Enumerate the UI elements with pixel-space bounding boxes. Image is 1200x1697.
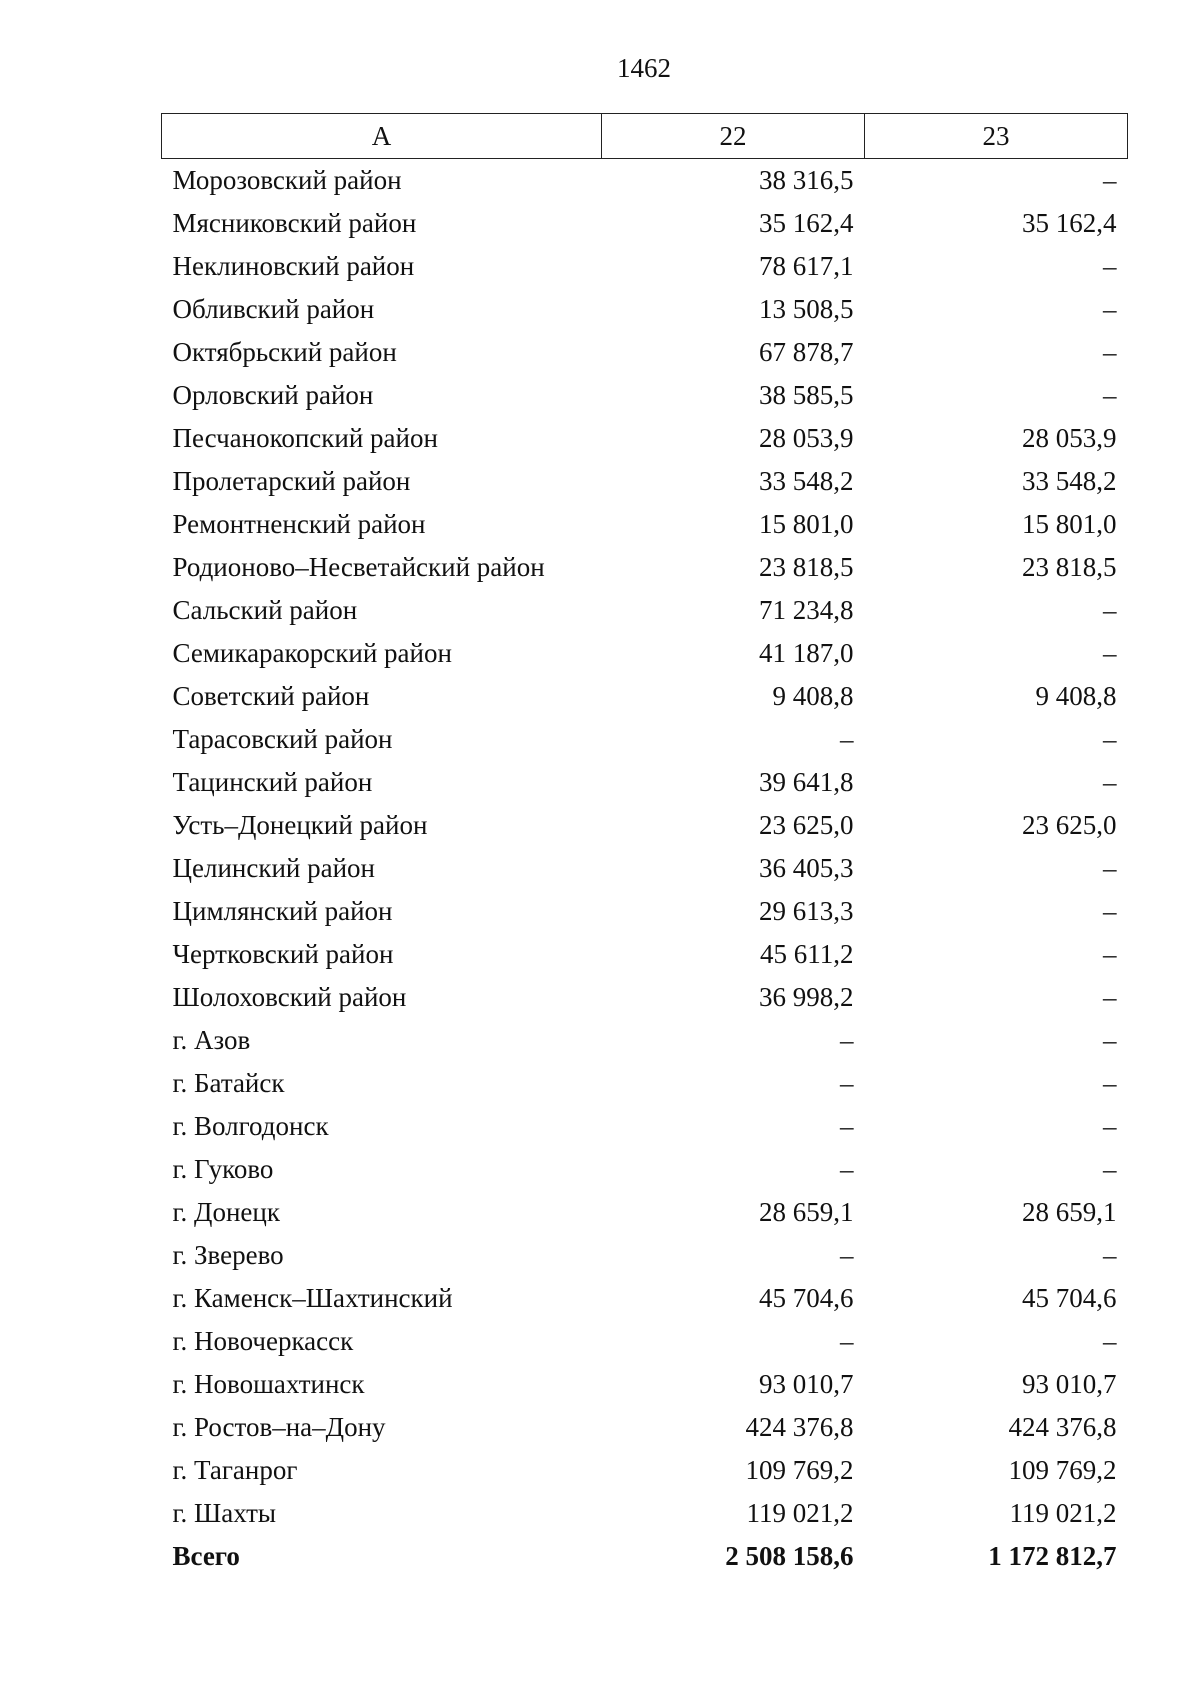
table-row bbox=[162, 761, 1128, 804]
total-value-col-22-cell: 2 508 158,6 bbox=[725, 1541, 854, 1571]
value-col-23-cell: – bbox=[1103, 165, 1117, 195]
table-row bbox=[162, 847, 1128, 890]
row-name-cell: г. Батайск bbox=[172, 1068, 285, 1098]
value-col-23-cell: – bbox=[1103, 896, 1117, 926]
table-row bbox=[162, 1148, 1128, 1191]
table-row bbox=[162, 1492, 1128, 1535]
value-col-23-cell: – bbox=[1103, 724, 1117, 754]
header-col-23: 23 bbox=[865, 114, 1128, 159]
value-col-22-cell: 23 625,0 bbox=[759, 810, 854, 840]
table-row bbox=[162, 1105, 1128, 1148]
header-col-22: 22 bbox=[602, 114, 865, 159]
value-col-23-cell: 93 010,7 bbox=[1022, 1369, 1117, 1399]
value-col-22-cell: – bbox=[840, 1326, 854, 1356]
value-col-22-cell: 35 162,4 bbox=[759, 208, 854, 238]
value-col-22-cell: 119 021,2 bbox=[746, 1498, 854, 1528]
value-col-22-cell: 36 405,3 bbox=[759, 853, 854, 883]
value-col-23-cell: 28 659,1 bbox=[1022, 1197, 1117, 1227]
value-col-22-cell: – bbox=[840, 1068, 854, 1098]
table-row bbox=[162, 976, 1128, 1019]
table-row bbox=[162, 202, 1128, 245]
row-name-cell: Семикаракорский район bbox=[172, 638, 452, 668]
table-row bbox=[162, 718, 1128, 761]
table-header bbox=[162, 114, 1128, 159]
value-col-23-cell: – bbox=[1103, 1025, 1117, 1055]
value-col-23-cell: 15 801,0 bbox=[1022, 509, 1117, 539]
table-row bbox=[162, 1363, 1128, 1406]
table-row bbox=[162, 890, 1128, 933]
value-col-23-cell: 33 548,2 bbox=[1022, 466, 1117, 496]
value-col-23-cell: 23 625,0 bbox=[1022, 810, 1117, 840]
value-col-22-cell: 45 704,6 bbox=[759, 1283, 854, 1313]
row-name-cell: г. Ростов–на–Дону bbox=[172, 1412, 386, 1442]
total-row-name-cell: Всего bbox=[172, 1541, 240, 1571]
value-col-23-cell: – bbox=[1103, 1154, 1117, 1184]
page-number: 1462 bbox=[617, 53, 671, 83]
row-name-cell: Морозовский район bbox=[172, 165, 402, 195]
value-col-22-cell: 15 801,0 bbox=[759, 509, 854, 539]
value-col-22-cell: 38 316,5 bbox=[759, 165, 854, 195]
row-name-cell: Цимлянский район bbox=[172, 896, 393, 926]
value-col-23-cell: – bbox=[1103, 294, 1117, 324]
value-col-22-cell: 38 585,5 bbox=[759, 380, 854, 410]
value-col-22-cell: – bbox=[840, 724, 854, 754]
table-row bbox=[162, 933, 1128, 976]
value-col-23-cell: – bbox=[1103, 1326, 1117, 1356]
table-row bbox=[162, 546, 1128, 589]
value-col-22-cell: – bbox=[840, 1240, 854, 1270]
row-name-cell: Пролетарский район bbox=[172, 466, 411, 496]
table-row bbox=[162, 374, 1128, 417]
table-row bbox=[162, 1320, 1128, 1363]
row-name-cell: Ремонтненский район bbox=[172, 509, 426, 539]
value-col-22-cell: 33 548,2 bbox=[759, 466, 854, 496]
table-row bbox=[162, 1277, 1128, 1320]
value-col-22-cell: 67 878,7 bbox=[759, 337, 854, 367]
row-name-cell: Орловский район bbox=[172, 380, 374, 410]
value-col-22-cell: 78 617,1 bbox=[759, 251, 854, 281]
table-row bbox=[162, 503, 1128, 546]
value-col-22-cell: 39 641,8 bbox=[759, 767, 854, 797]
row-name-cell: Тацинский район bbox=[172, 767, 373, 797]
value-col-22-cell: – bbox=[840, 1111, 854, 1141]
table-row bbox=[162, 1406, 1128, 1449]
table-row bbox=[162, 804, 1128, 847]
row-name-cell: Шолоховский район bbox=[172, 982, 407, 1012]
value-col-23-cell: 45 704,6 bbox=[1022, 1283, 1117, 1313]
table-row bbox=[162, 1191, 1128, 1234]
value-col-22-cell: 71 234,8 bbox=[759, 595, 854, 625]
value-col-23-cell: 23 818,5 bbox=[1022, 552, 1117, 582]
row-name-cell: Песчанокопский район bbox=[172, 423, 438, 453]
table-row bbox=[162, 1449, 1128, 1492]
value-col-23-cell: – bbox=[1103, 1240, 1117, 1270]
value-col-23-cell: – bbox=[1103, 982, 1117, 1012]
row-name-cell: Обливский район bbox=[172, 294, 375, 324]
row-name-cell: Мясниковский район bbox=[172, 208, 417, 238]
row-name-cell: г. Донецк bbox=[172, 1197, 280, 1227]
value-col-23-cell: 9 408,8 bbox=[1035, 681, 1117, 711]
value-col-23-cell: – bbox=[1103, 337, 1117, 367]
value-col-22-cell: – bbox=[840, 1154, 854, 1184]
value-col-23-cell: – bbox=[1103, 1111, 1117, 1141]
table-row bbox=[162, 288, 1128, 331]
value-col-23-cell: 424 376,8 bbox=[1008, 1412, 1117, 1442]
value-col-23-cell: – bbox=[1103, 767, 1117, 797]
table-row bbox=[162, 417, 1128, 460]
value-col-23-cell: 28 053,9 bbox=[1022, 423, 1117, 453]
value-col-22-cell: 93 010,7 bbox=[759, 1369, 854, 1399]
row-name-cell: г. Новошахтинск bbox=[172, 1369, 365, 1399]
value-col-22-cell: 41 187,0 bbox=[759, 638, 854, 668]
value-col-23-cell: 119 021,2 bbox=[1009, 1498, 1117, 1528]
value-col-22-cell: 9 408,8 bbox=[772, 681, 854, 711]
table-row bbox=[162, 1062, 1128, 1105]
value-col-23-cell: – bbox=[1103, 251, 1117, 281]
row-name-cell: Октябрьский район bbox=[172, 337, 397, 367]
table-row bbox=[162, 460, 1128, 503]
table-row bbox=[162, 675, 1128, 718]
row-name-cell: г. Шахты bbox=[172, 1498, 277, 1528]
row-name-cell: г. Таганрог bbox=[172, 1455, 298, 1485]
row-name-cell: г. Каменск–Шахтинский bbox=[172, 1283, 453, 1313]
table-row bbox=[162, 632, 1128, 675]
value-col-23-cell: – bbox=[1103, 939, 1117, 969]
value-col-22-cell: 36 998,2 bbox=[759, 982, 854, 1012]
budget-table bbox=[161, 113, 1128, 1578]
row-name-cell: Целинский район bbox=[172, 853, 375, 883]
row-name-cell: Неклиновский район bbox=[172, 251, 415, 281]
table-row bbox=[162, 245, 1128, 288]
row-name-cell: Советский район bbox=[172, 681, 370, 711]
row-name-cell: Родионово–Несветайский район bbox=[172, 552, 545, 582]
value-col-22-cell: 28 053,9 bbox=[759, 423, 854, 453]
total-row bbox=[162, 1535, 1128, 1578]
table-row bbox=[162, 159, 1128, 203]
value-col-22-cell: 13 508,5 bbox=[759, 294, 854, 324]
value-col-23-cell: 35 162,4 bbox=[1022, 208, 1117, 238]
value-col-23-cell: – bbox=[1103, 595, 1117, 625]
value-col-22-cell: 424 376,8 bbox=[745, 1412, 854, 1442]
value-col-22-cell: 109 769,2 bbox=[745, 1455, 854, 1485]
table-row bbox=[162, 1234, 1128, 1277]
row-name-cell: г. Волгодонск bbox=[172, 1111, 329, 1141]
value-col-22-cell: 23 818,5 bbox=[759, 552, 854, 582]
table-row bbox=[162, 331, 1128, 374]
value-col-22-cell: 45 611,2 bbox=[760, 939, 854, 969]
table-row bbox=[162, 589, 1128, 632]
row-name-cell: г. Гуково bbox=[172, 1154, 274, 1184]
value-col-23-cell: – bbox=[1103, 853, 1117, 883]
total-value-col-23-cell: 1 172 812,7 bbox=[988, 1541, 1117, 1571]
header-row bbox=[162, 114, 1128, 159]
row-name-cell: г. Новочеркасск bbox=[172, 1326, 354, 1356]
value-col-22-cell: 29 613,3 bbox=[759, 896, 854, 926]
row-name-cell: Чертковский район bbox=[172, 939, 394, 969]
value-col-23-cell: – bbox=[1103, 1068, 1117, 1098]
row-name-cell: Сальский район bbox=[172, 595, 358, 625]
value-col-23-cell: – bbox=[1103, 638, 1117, 668]
row-name-cell: Усть–Донецкий район bbox=[172, 810, 428, 840]
row-name-cell: г. Зверево bbox=[172, 1240, 284, 1270]
value-col-23-cell: 109 769,2 bbox=[1008, 1455, 1117, 1485]
value-col-23-cell: – bbox=[1103, 380, 1117, 410]
header-col-a: А bbox=[162, 114, 602, 159]
value-col-22-cell: 28 659,1 bbox=[759, 1197, 854, 1227]
row-name-cell: Тарасовский район bbox=[172, 724, 393, 754]
value-col-22-cell: – bbox=[840, 1025, 854, 1055]
table-row bbox=[162, 1019, 1128, 1062]
table-body bbox=[162, 159, 1128, 1579]
row-name-cell: г. Азов bbox=[172, 1025, 251, 1055]
